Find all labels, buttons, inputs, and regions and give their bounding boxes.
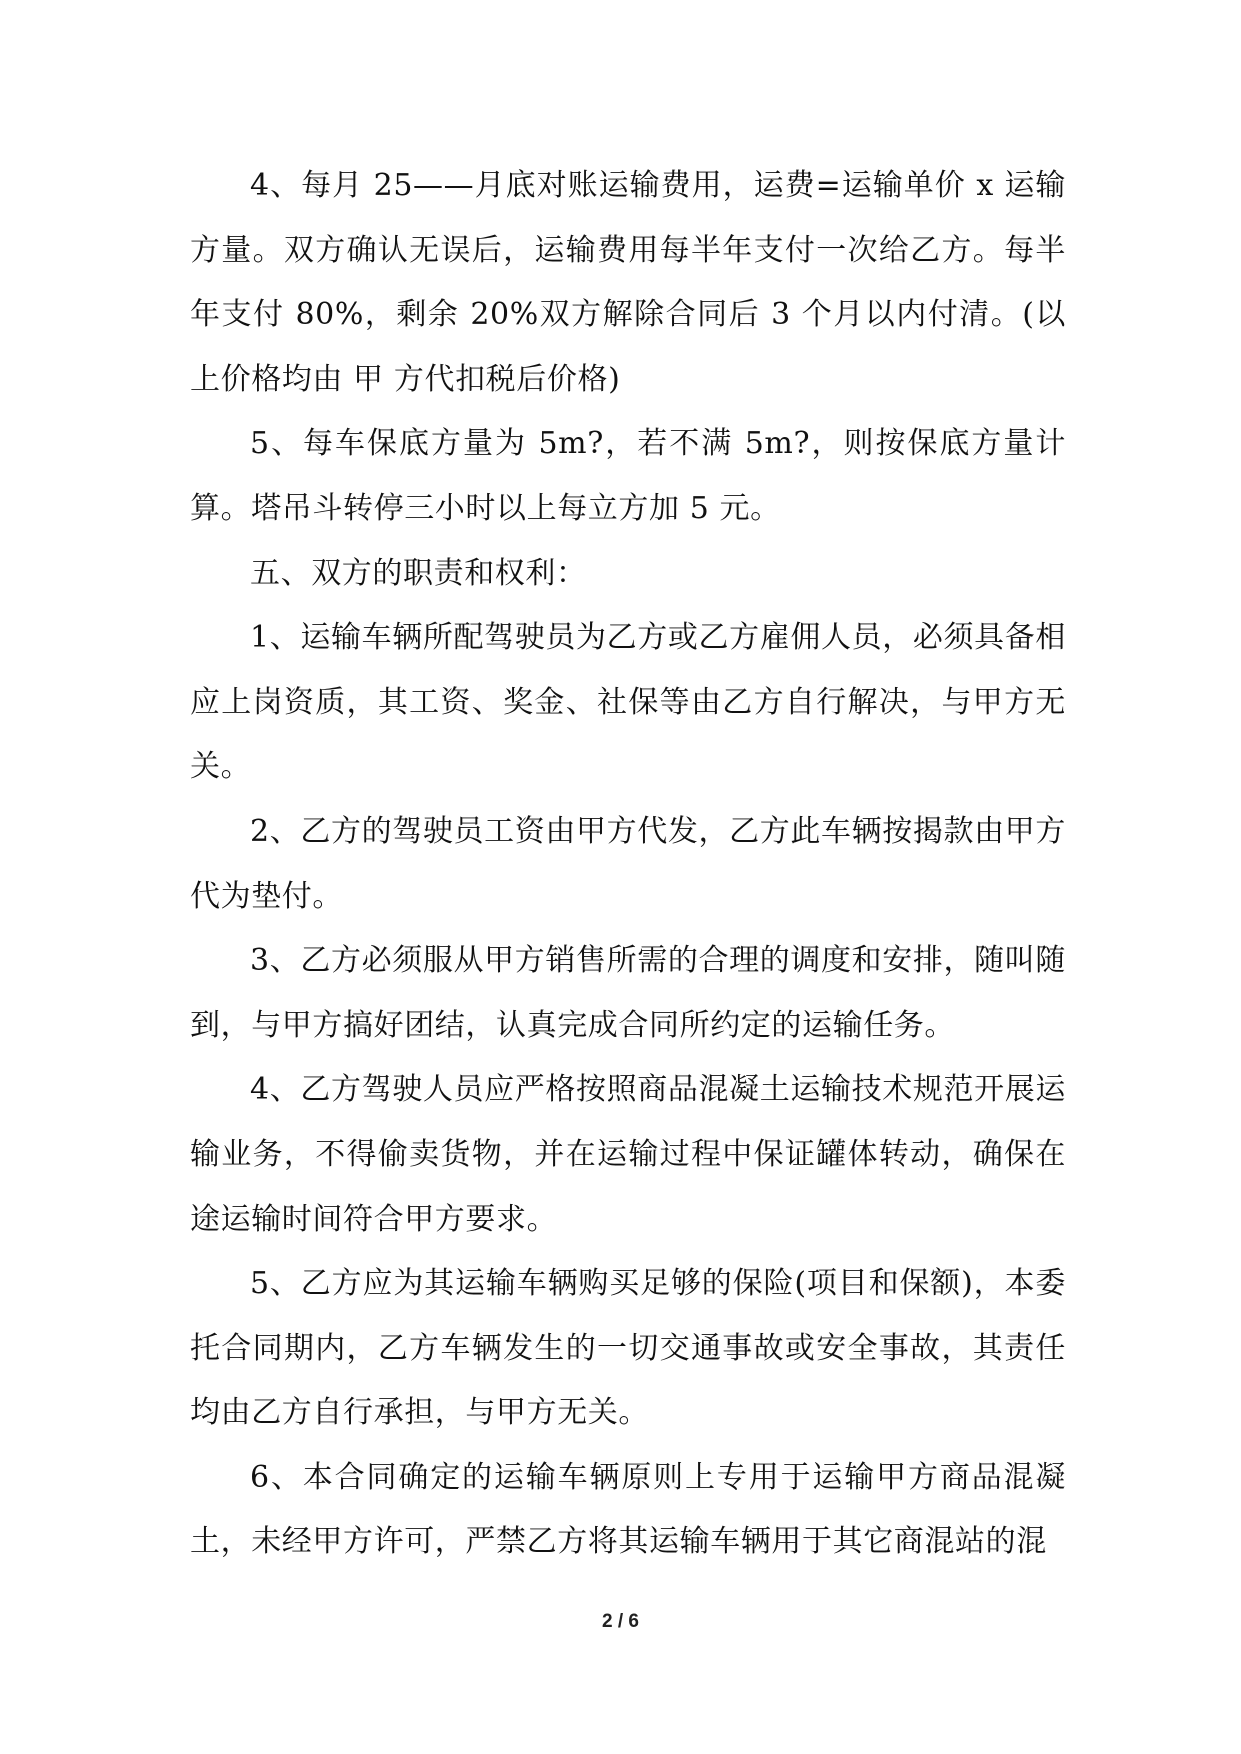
paragraph-minimum-volume: 5、每车保底方量为 5m?，若不满 5m?，则按保底方量计算。塔吊斗转停三小时以上每立方加 5 元。 <box>190 426 1066 526</box>
paragraph-payment-settlement: 4、每月 25——月底对账运输费用，运费=运输单价 x 运输方量。双方确认无误后，运输费用每半年支付一次给乙方。每半年支付 80%，剩余 20%双方解除合同后 3 个月以内付清。(以上价格均由 甲 方代扣税后价格) <box>190 168 1066 397</box>
paragraph-exclusive-use: 6、本合同确定的运输车辆原则上专用于运输甲方商品混凝土，未经甲方许可，严禁乙方将其运输车辆用于其它商混站的混 <box>190 1459 1066 1560</box>
paragraph-insurance: 5、乙方应为其运输车辆购买足够的保险(项目和保额)，本委托合同期内，乙方车辆发生的一切交通事故或安全事故，其责任均由乙方自行承担，与甲方无关。 <box>190 1266 1066 1431</box>
document-body <box>190 154 1066 1575</box>
paragraph-driver-wages: 2、乙方的驾驶员工资由甲方代发，乙方此车辆按揭款由甲方代为垫付。 <box>190 813 1066 914</box>
paragraph-driver-qualification: 1、运输车辆所配驾驶员为乙方或乙方雇佣人员，必须具备相应上岗资质，其工资、奖金、社保等由乙方自行解决，与甲方无关。 <box>190 620 1066 785</box>
page-number: 2 / 6 <box>602 1611 639 1632</box>
paragraph-dispatch-obedience: 3、乙方必须服从甲方销售所需的合理的调度和安排，随叫随到，与甲方搞好团结，认真完成合同所约定的运输任务。 <box>190 943 1066 1043</box>
paragraph-transport-standards: 4、乙方驾驶人员应严格按照商品混凝土运输技术规范开展运输业务，不得偷卖货物，并在运输过程中保证罐体转动，确保在途运输时间符合甲方要求。 <box>190 1072 1066 1237</box>
section-heading-duties-rights: 五、双方的职责和权利： <box>250 555 587 591</box>
